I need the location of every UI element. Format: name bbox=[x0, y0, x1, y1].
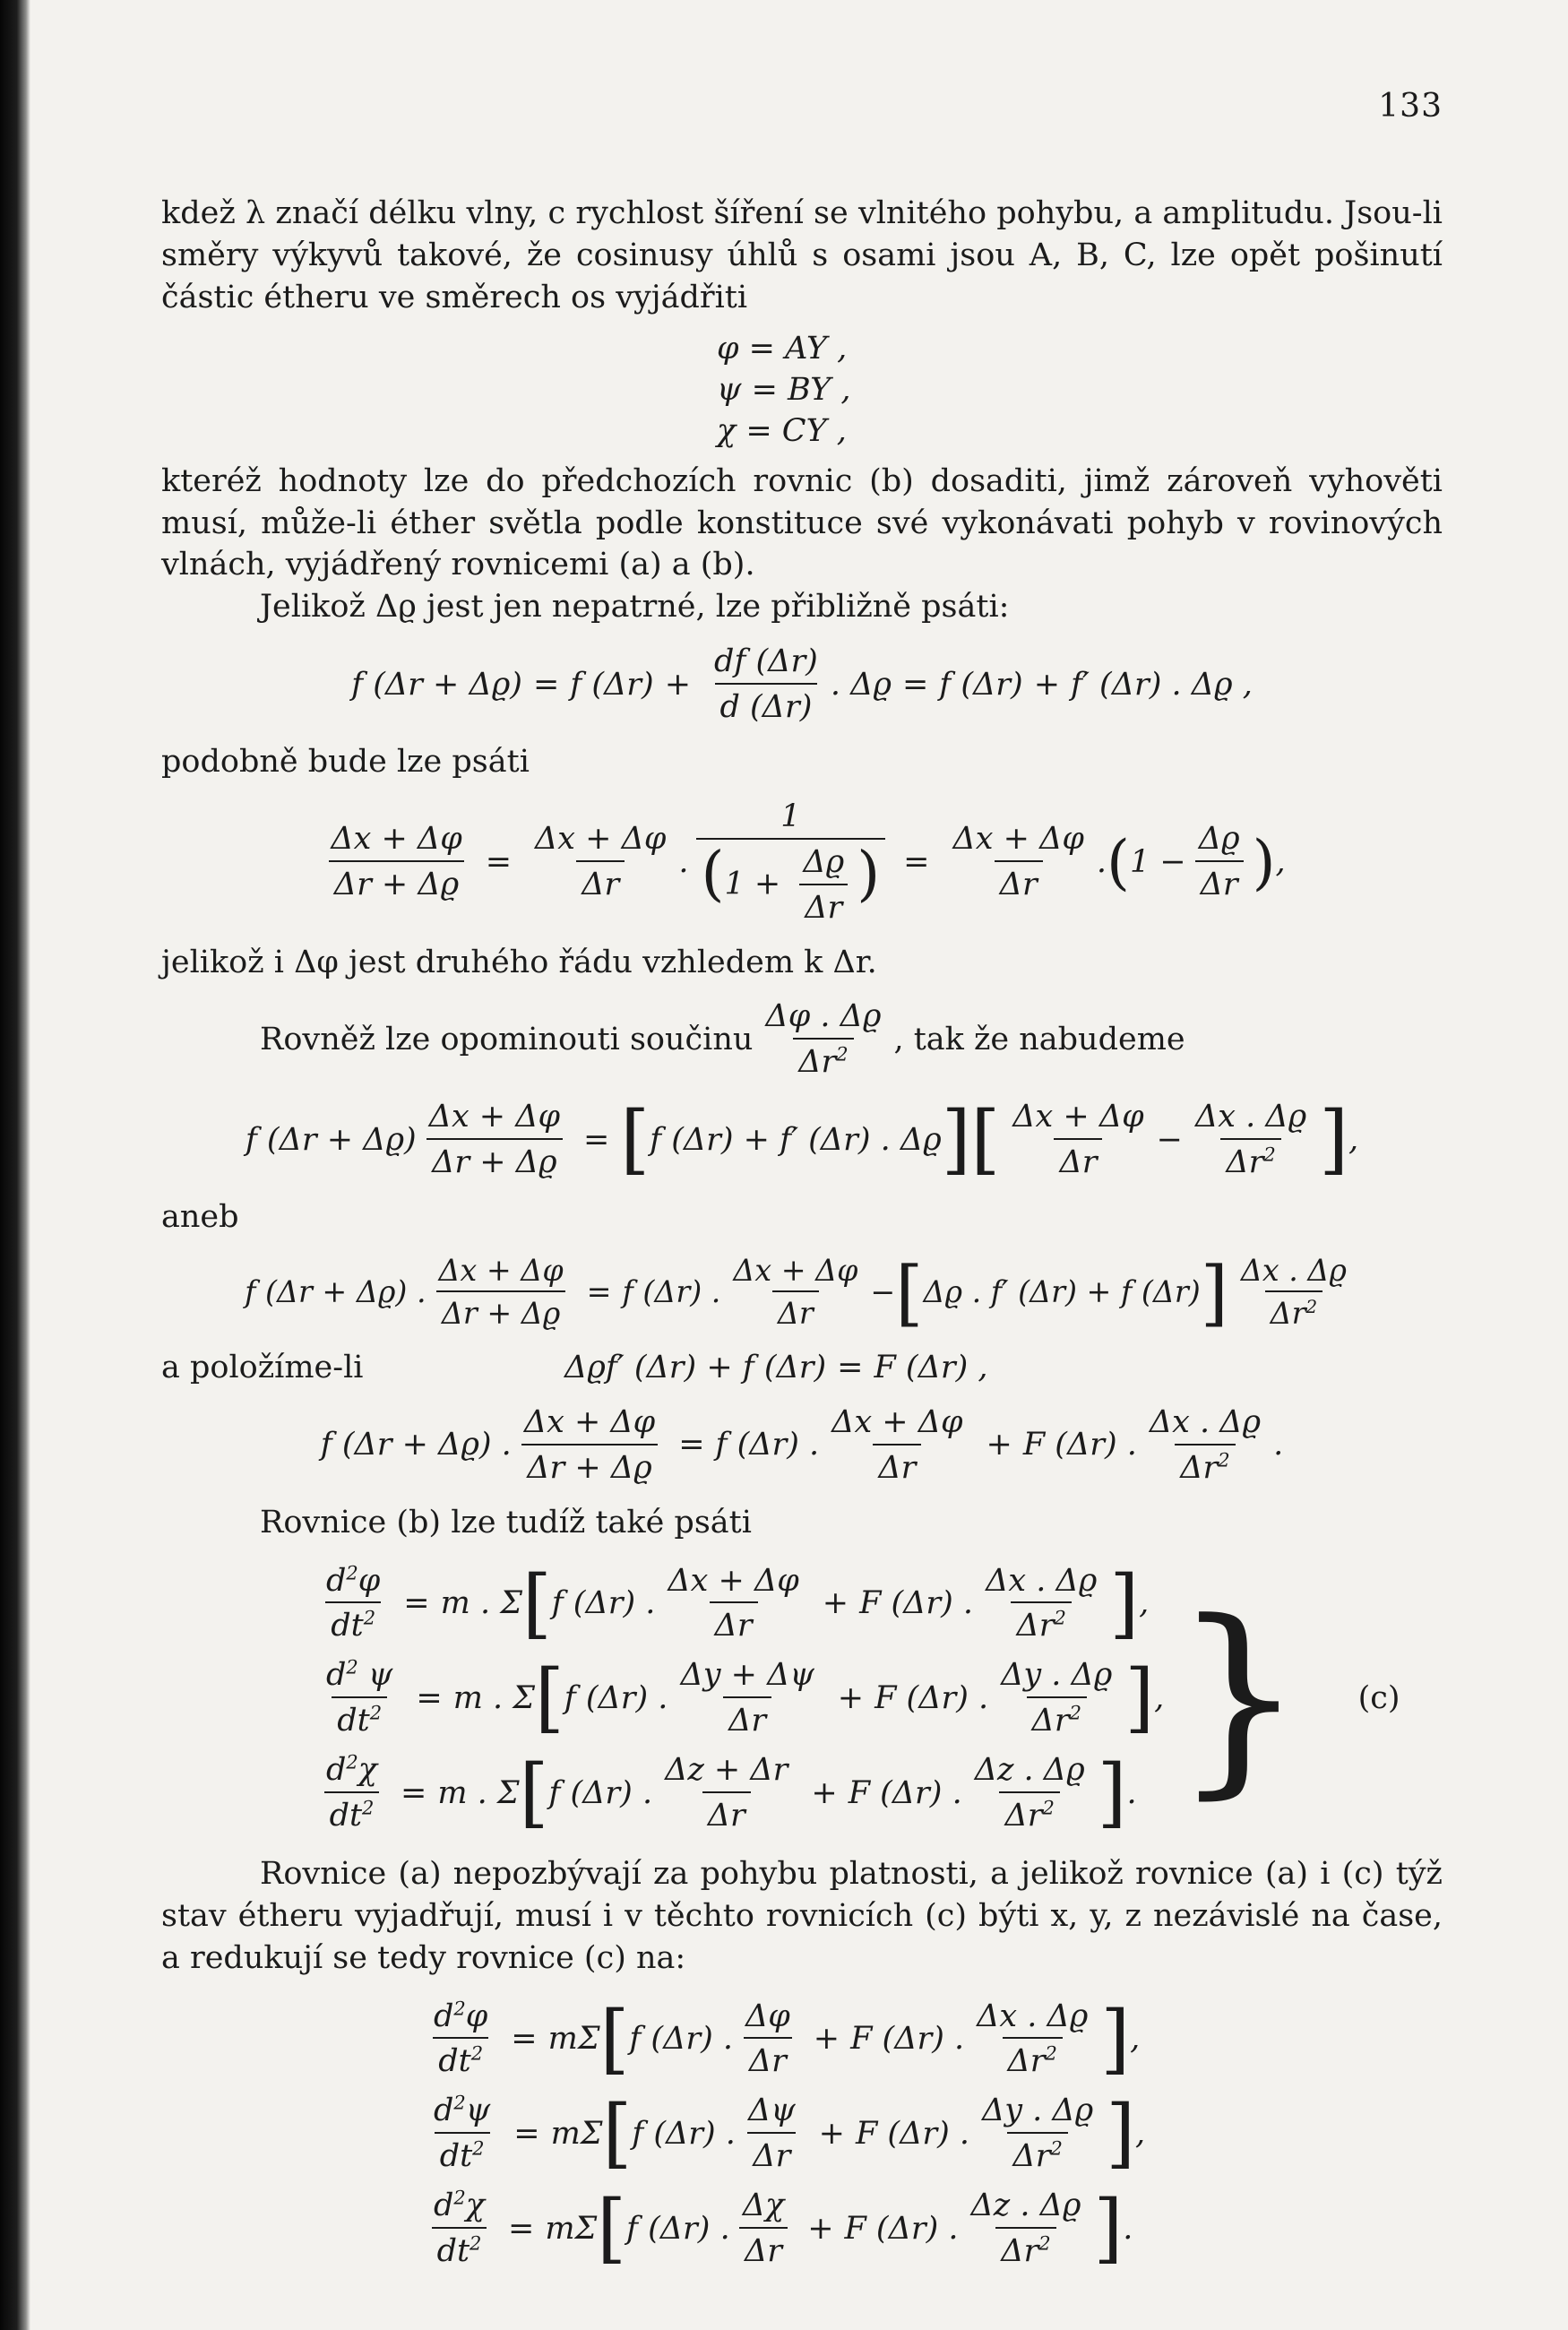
paragraph-substitution: kteréž hodnoty lze do předchozích rovnic (b) dosaditi, jimž zároveň vyhověti musí, může-li éther světla podle konstituce své vykonávati pohyb v rovinových vlnách, vyjádřený rovnicemi (a) a (b). bbox=[161, 462, 1443, 583]
equation-taylor-expansion: f (Δr + Δϱ) = f (Δr) + $\frac{df (\Delta r)}{d (\Delta r)}$ . Δϱ = f (Δr) + f′ (Δr) . Δϱ , bbox=[161, 641, 1443, 729]
equation-product-3: f (Δr + Δϱ) . $\frac{\Delta x + \Delta\varphi}{\Delta r + \Delta ϱ}$ = f (Δr) . $\frac{\Delta x + \Delta\varphi}{\Delta r}$ + F (Δr) . $\frac{\Delta x . \Delta ϱ}{\Delta r^2}$ . bbox=[161, 1402, 1443, 1489]
paragraph-reduction: Rovnice (a) nepozbývají za pohybu platnosti, a jelikož rovnice (a) i (c) týž stav étheru vyjadřují, musí i v těchto rovnicích (c) býti x, y, z nezávislé na čase, a redukují se tedy rovnice (c) na: bbox=[161, 1855, 1443, 1976]
text-so-that: , tak že nabudeme bbox=[893, 1021, 1185, 1057]
paragraph-neglect-product: Rovněž lze opominouti součinu $\frac{\Delta\varphi . \Delta ϱ}{\Delta r^2}$ , tak že nabudeme bbox=[260, 996, 1443, 1083]
right-brace: } bbox=[1173, 1578, 1305, 1818]
equation-c-chi: $\frac{d^2\chi}{dt^2}$ = m . Σ [ f (Δr) . $\frac{\Delta z + \Delta r}{\Delta r}$ + F (Δr) . $\frac{\Delta z . \Delta ϱ}{\Delta r^2}$ ] . bbox=[314, 1749, 1164, 1837]
book-spine-shadow bbox=[0, 0, 30, 2330]
text-neglect-product: Rovněž lze opominouti součinu bbox=[260, 1021, 754, 1057]
equation-psi: ψ = BY , bbox=[717, 371, 851, 408]
paragraph-approximation: Jelikož Δϱ jest jen nepatrné, lze přibližně psáti: bbox=[260, 589, 1010, 626]
equation-system-reduced bbox=[421, 1992, 1443, 2276]
paragraph-wave-definition: kdež λ značí délku vlny, c rychlost šíření se vlnitého pohybu, a amplitudu. Jsou-li směry výkyvů takové, že cosinusy úhlů s osami jsou A, B, C, lze opět pošinutí částic étheru ve směrech os vyjádřiti bbox=[161, 195, 1443, 315]
equation-tag-c: (c) bbox=[1357, 1679, 1400, 1716]
equation-phi: φ = AY , bbox=[717, 330, 848, 367]
equation-product-2: f (Δr + Δϱ) . $\frac{\Delta x + \Delta\varphi}{\Delta r + \Delta ϱ}$ = f (Δr) . $\frac{\Delta x + \Delta\varphi}{\Delta r}$ − [ Δϱ . f′ (Δr) + f (Δr) ] $\frac{\Delta x . \Delta ϱ}{\Delta r^2}$ bbox=[245, 1250, 1347, 1334]
paragraph-second-order: jelikož i Δφ jest druhého řádu vzhledem k Δr. bbox=[161, 944, 877, 980]
text-polozime-li: a položíme-li bbox=[161, 1350, 364, 1386]
equation-define-F: a položíme-li Δϱf′ (Δr) + f (Δr) = F (Δr) , bbox=[161, 1347, 1443, 1389]
equation-reduced-psi: $\frac{d^2\psi}{dt^2}$ = mΣ [ f (Δr) . $\frac{\Delta\psi}{\Delta r}$ + F (Δr) . $\frac{\Delta y . \Delta ϱ}{\Delta r^2}$ ] , bbox=[434, 2089, 1146, 2178]
equation-reduced-phi: $\frac{d^2\varphi}{dt^2}$ = mΣ [ f (Δr) . $\frac{\Delta\varphi}{\Delta r}$ + F (Δr) . $\frac{\Delta x . \Delta ϱ}{\Delta r^2}$ ] , bbox=[434, 1994, 1141, 2083]
equation-c-psi: $\frac{d^2 \psi}{dt^2}$ = m . Σ [ f (Δr) . $\frac{\Delta y + \Delta\psi}{\Delta r}$ + F (Δr) . $\frac{\Delta y . \Delta ϱ}{\Delta r^2}$ ] , bbox=[326, 1653, 1165, 1742]
equation-system-c bbox=[314, 1557, 1443, 1841]
page-number: 133 bbox=[1378, 88, 1443, 125]
equation-c-phi: $\frac{d^2\varphi}{dt^2}$ = m . Σ [ f (Δr) . $\frac{\Delta x + \Delta\varphi}{\Delta r}$ + F (Δr) . $\frac{\Delta x . \Delta ϱ}{\Delta r^2}$ ] , bbox=[326, 1558, 1150, 1647]
paragraph-similarly: podobně bude lze psáti bbox=[161, 744, 530, 781]
page bbox=[161, 85, 1443, 2289]
equation-reduced-chi: $\frac{d^2\chi}{dt^2}$ = mΣ [ f (Δr) . $\frac{\Delta\chi}{\Delta r}$ + F (Δr) . $\frac{\Delta z . \Delta ϱ}{\Delta r^2}$ ] . bbox=[421, 2185, 1145, 2273]
equation-product-1: f (Δr + Δϱ) $\frac{\Delta x + \Delta\varphi}{\Delta r + \Delta ϱ}$ = [ f (Δr) + f′ (Δr) . Δϱ ] [ $\frac{\Delta x + \Delta\varphi}{\Delta r}$ − $\frac{\Delta x . \Delta ϱ}{\Delta r^2}$ ] , bbox=[245, 1095, 1359, 1184]
displacement-equations bbox=[717, 328, 1443, 452]
paragraph-equations-b: Rovnice (b) lze tudíž také psáti bbox=[260, 1504, 752, 1540]
text-aneb: aneb bbox=[161, 1199, 239, 1236]
equation-chi: χ = CY , bbox=[717, 412, 847, 449]
equation-ratio-expansion: $\frac{\Delta x + \Delta\varphi}{\Delta r + \Delta ϱ}$ = $\frac{\Delta x + \Delta\varphi}{\Delta r}$ . 1 (1 + $\frac{\Delta ϱ}{\Delta r}$ ) = $\frac{\Delta x + \Delta\varphi}{\Delta r}$ . ( 1 − $\frac{\Delta ϱ}{\Delta r}$ ) , bbox=[161, 796, 1443, 929]
